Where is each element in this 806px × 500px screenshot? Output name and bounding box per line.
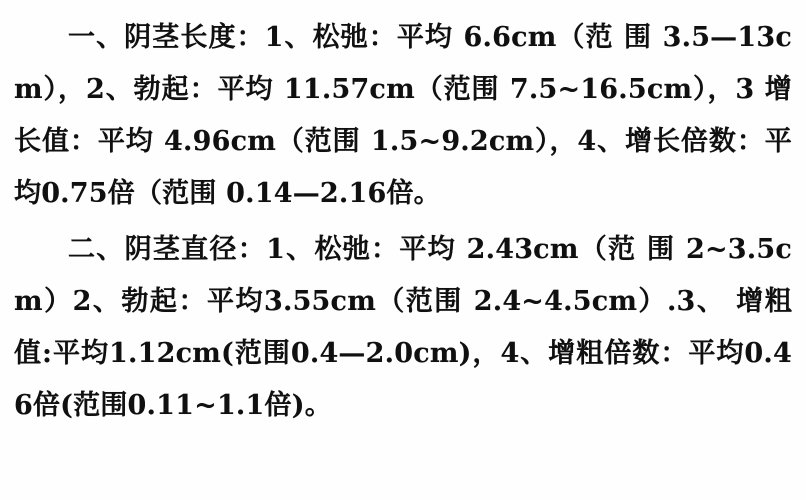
- paragraph-penis-length: 一、阴茎长度：1、松弛：平均 6.6cm（范 围 3.5—13cm），2、勃起：平均 11.57cm（范围 7.5~16.5cm），3 增长值：平均 4.96cm（范围 1.5~9.2cm），4、增长倍数：平均0.75倍（范围 0.14—2.16倍。: [14, 22, 792, 209]
- document-body: [14, 12, 792, 432]
- paragraph-penis-diameter: 二、阴茎直径：1、松弛：平均 2.43cm（范 围 2~3.5cm）2、勃起：平均3.55cm（范围 2.4~4.5cm）.3、 增粗值:平均1.12cm(范围0.4—2.0cm)，4、增粗倍数：平均0.46倍(范围0.11~1.1倍)。: [14, 234, 792, 421]
